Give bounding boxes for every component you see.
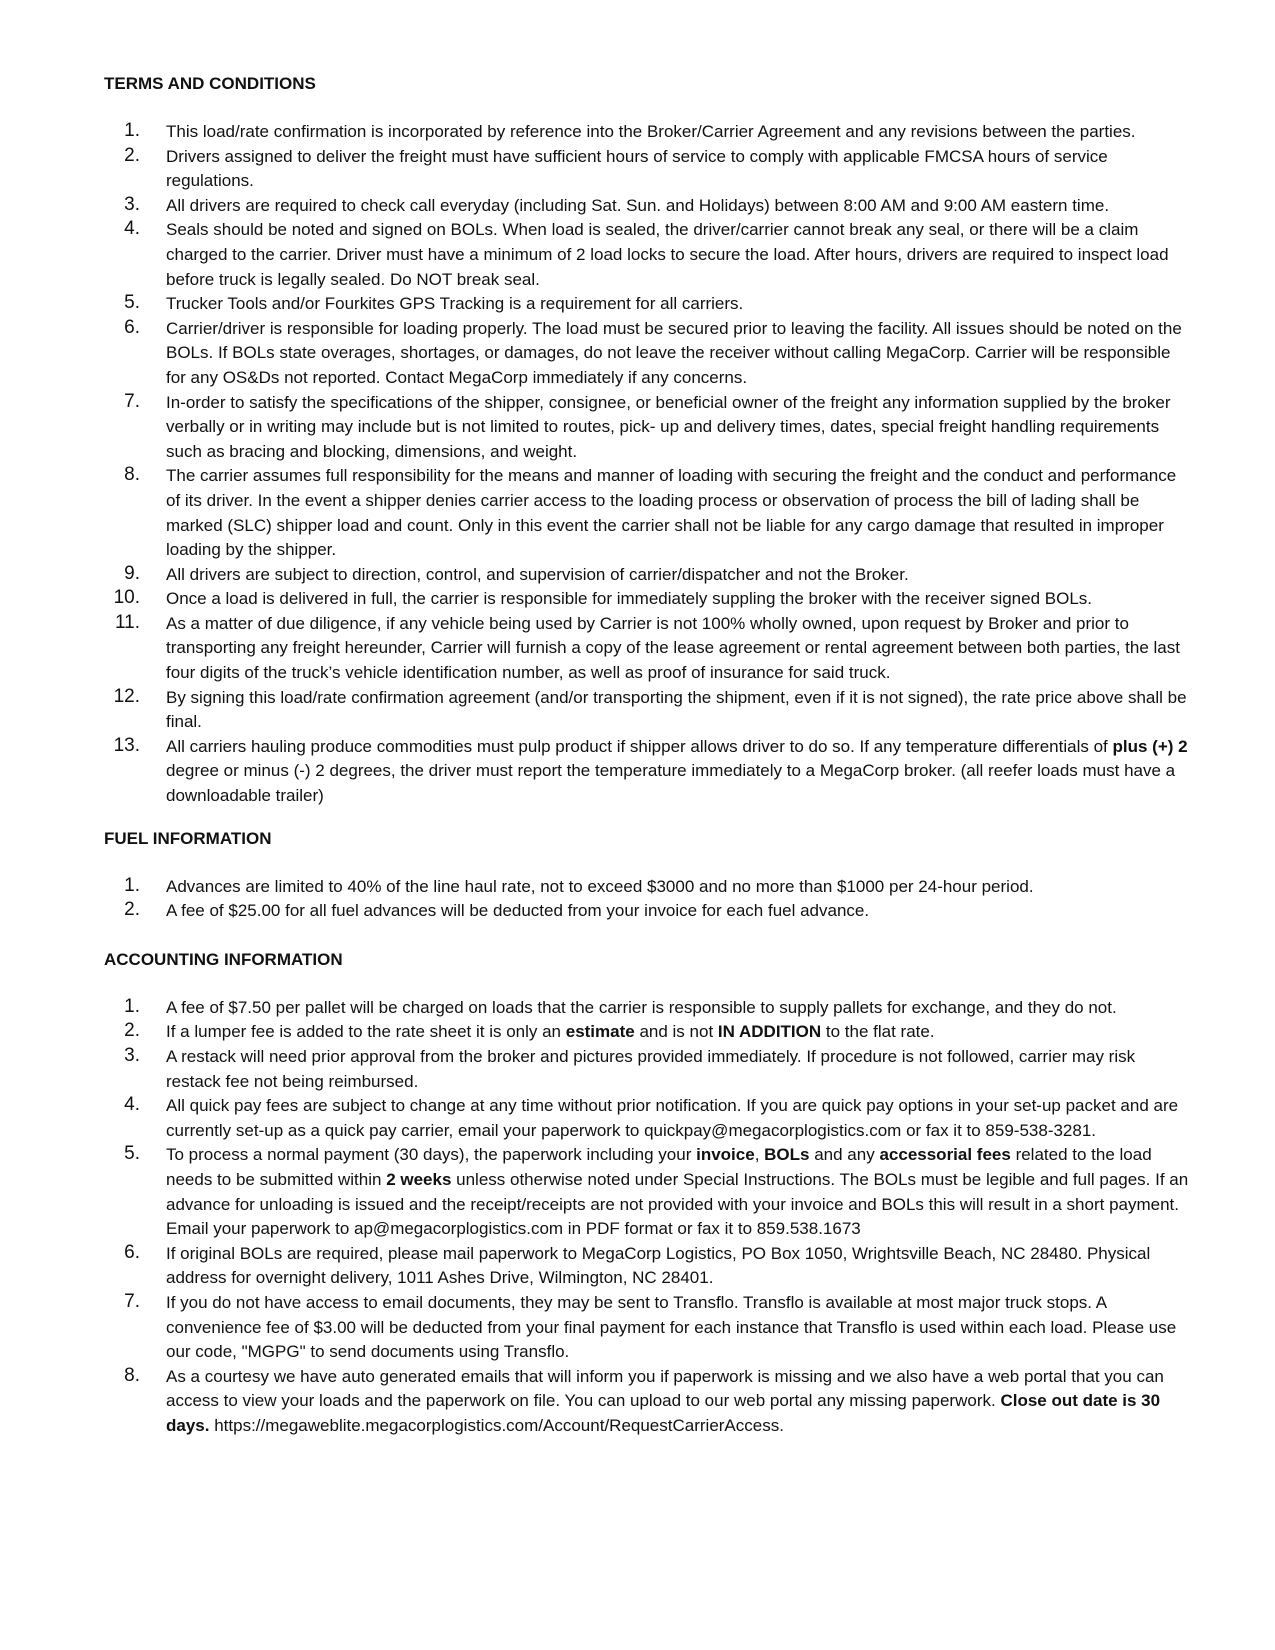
item-text: In-order to satisfy the specifications of the shipper, consignee, or beneficial owner of the freight any information supplied by the broker verbally or in writing may include but is not limited to routes, pick- up and delivery times, dates, special freight handling requirements such as bracing and blocking, dimensions, and weight. — [166, 392, 1171, 461]
accounting-heading: ACCOUNTING INFORMATION — [104, 949, 343, 969]
list-item — [104, 194, 1189, 219]
item-number: 11. — [114, 611, 140, 633]
item-number: 8. — [124, 1364, 140, 1386]
accounting-list — [104, 996, 1189, 1439]
item-text: If you do not have access to email documents, they may be sent to Transflo. Transflo is available at most major truck stops. A convenience fee of $3.00 will be deducted from your final payment for each instance that Transflo is used within each load. Please use our code, "MGPG" to send documents using Transflo. — [166, 1292, 1177, 1362]
terms-section — [104, 72, 1275, 809]
list-item — [104, 1143, 1189, 1241]
list-item — [104, 218, 1189, 292]
item-text-part: related to the load needs to be submitted within — [166, 1145, 1152, 1189]
item-text: A fee of $7.50 per pallet will be charged on loads that the carrier is responsible to supply pallets for exchange, and they do not. — [166, 997, 1117, 1017]
item-text-part: and is not — [634, 1022, 718, 1042]
item-number: 5. — [124, 1143, 140, 1165]
item-number: 1. — [124, 874, 140, 896]
list-item — [104, 292, 1189, 317]
item-text-part: degree or minus (-) 2 degrees, the driver must report the temperature immediately to a MegaCorp broker. (all reefer loads must have a downloadable trailer) — [166, 761, 1176, 806]
item-text: All drivers are required to check call everyday (including Sat. Sun. and Holidays) between 8:00 AM and 9:00 AM eastern time. — [166, 195, 1110, 215]
item-text-part: , — [754, 1145, 765, 1165]
item-number: 7. — [124, 390, 140, 412]
item-text: The carrier assumes full responsibility for the means and manner of loading with securing the freight and the conduct and performance of its driver. In the event a shipper denies carrier access to the loading process or observation of process the bill of lading shall be marked (SLC) shipper load and count. Only in this event the carrier shall not be liable for any cargo damage that resulted in improper loading by the shipper. — [166, 466, 1177, 560]
item-text-bold: 2 weeks — [386, 1169, 452, 1189]
accounting-section — [104, 948, 1275, 1439]
terms-heading: TERMS AND CONDITIONS — [104, 74, 316, 93]
item-text-part: If a lumper fee is added to the rate sheet it is only an — [166, 1022, 566, 1042]
item-text — [166, 1020, 1189, 1045]
item-text: Advances are limited to 40% of the line haul rate, not to exceed $3000 and no more than $1000 per 24-hour period. — [166, 876, 1034, 896]
item-number: 3. — [124, 1045, 140, 1066]
item-text: If original BOLs are required, please mail paperwork to MegaCorp Logistics, PO Box 1050, Wrightsville Beach, NC 28480. Physical address for overnight delivery, 1011 Ashes Drive, Wilmington, NC 28401. — [166, 1243, 1151, 1288]
item-text-part: As a courtesy we have auto generated emails that will inform you if paperwork is missing and we also have a web portal that you can access to view your loads and the paperwork on file. You can upload to our web portal any missing paperwork. — [166, 1366, 1164, 1411]
terms-list — [104, 120, 1189, 809]
list-item — [104, 317, 1189, 391]
list-item — [104, 612, 1189, 686]
list-item — [104, 1045, 1189, 1094]
fuel-list — [104, 875, 1189, 924]
item-text-bold: BOLs — [764, 1145, 810, 1165]
item-text-part: and any — [809, 1145, 880, 1165]
item-text: A restack will need prior approval from the broker and pictures provided immediately. If procedure is not followed, carrier may risk restack fee not being reimbursed. — [166, 1047, 1136, 1091]
item-text: Trucker Tools and/or Fourkites GPS Tracking is a requirement for all carriers. — [166, 294, 744, 314]
item-number: 9. — [124, 562, 140, 584]
item-text-bold: invoice — [696, 1145, 755, 1165]
item-text-part: https://megaweblite.megacorplogistics.com/Account/RequestCarrierAccess. — [209, 1415, 784, 1435]
item-number: 3. — [124, 193, 140, 215]
item-number: 4. — [124, 1094, 140, 1116]
item-text — [166, 735, 1189, 809]
item-number: 6. — [124, 316, 140, 338]
list-item — [104, 735, 1189, 809]
item-text: Drivers assigned to deliver the freight must have sufficient hours of service to comply with applicable FMCSA hours of service regulations. — [166, 146, 1108, 191]
list-item — [104, 686, 1189, 735]
list-item — [104, 145, 1189, 194]
item-number: 2. — [124, 899, 140, 921]
item-number: 2. — [124, 144, 140, 166]
item-text-part: to the flat rate. — [821, 1022, 935, 1042]
item-text: A fee of $25.00 for all fuel advances will be deducted from your invoice for each fuel advance. — [166, 901, 870, 921]
item-number: 6. — [124, 1241, 140, 1263]
item-text: Carrier/driver is responsible for loading properly. The load must be secured prior to leaving the facility. All issues should be noted on the BOLs. If BOLs state overages, shortages, or damages, do not leave the receiver without calling MegaCorp. Carrier will be responsible for any OS&Ds not reported. Contact MegaCorp immediately if any concerns. — [166, 318, 1182, 387]
item-number: 12. — [113, 685, 140, 707]
item-text-bold: Close out date is 30 days. — [166, 1391, 1161, 1435]
list-item — [104, 875, 1189, 900]
list-item — [104, 1020, 1189, 1045]
fuel-section — [104, 827, 1275, 924]
item-text-bold: plus (+) 2 — [1112, 736, 1188, 756]
list-item — [104, 391, 1189, 465]
list-item — [104, 1094, 1189, 1143]
item-number: 1. — [124, 995, 140, 1017]
list-item — [104, 1242, 1189, 1291]
list-item — [104, 587, 1189, 612]
item-text — [166, 1365, 1189, 1439]
item-text: Once a load is delivered in full, the carrier is responsible for immediately suppling the broker with the receiver signed BOLs. — [166, 589, 1093, 609]
list-item — [104, 1291, 1189, 1365]
item-text: All quick pay fees are subject to change at any time without prior notification. If you are quick pay options in your set-up packet and are currently set-up as a quick pay carrier, email your paperwork to quickpay@megacorplogistics.com or fax it to 859-538-3281. — [166, 1096, 1179, 1140]
item-text: As a matter of due diligence, if any vehicle being used by Carrier is not 100% wholly owned, upon request by Broker and prior to transporting any freight hereunder, Carrier will furnish a copy of the lease agreement or rental agreement between both parties, the last four digits of the truck’s vehicle identification number, as well as proof of insurance for said truck. — [166, 613, 1180, 683]
item-number: 7. — [124, 1290, 140, 1312]
list-item — [104, 899, 1189, 924]
item-text-bold: estimate — [565, 1022, 635, 1042]
item-text: Seals should be noted and signed on BOLs. When load is sealed, the driver/carrier cannot break any seal, or there will be a claim charged to the carrier. Driver must have a minimum of 2 load locks to secure the load. After hours, drivers are required to inspect load before truck is legally sealed. Do NOT break seal. — [166, 220, 1169, 289]
item-number: 5. — [124, 292, 140, 314]
item-number: 1. — [124, 120, 140, 141]
item-text-part: To process a normal payment (30 days), the paperwork including your — [166, 1145, 697, 1165]
list-item — [104, 464, 1189, 562]
item-number: 13. — [113, 734, 140, 756]
item-text — [166, 1143, 1189, 1241]
item-text-part: unless otherwise noted under Special Instructions. The BOLs must be legible and full pages. If an advance for unloading is issued and the receipt/receipts are not provided with your invoice and BOLs this will result in a short payment. Email your paperwork to ap@megacorplogistics.com in PDF format or fax it to 859.538.1673 — [166, 1169, 1189, 1239]
item-number: 10. — [113, 587, 140, 609]
item-text-part: All carriers hauling produce commodities must pulp product if shipper allows driver to do so. If any temperature differentials of — [166, 736, 1113, 756]
fuel-heading: FUEL INFORMATION — [104, 828, 272, 848]
item-text-bold: accessorial fees — [879, 1145, 1011, 1165]
item-number: 8. — [124, 464, 140, 486]
item-text: This load/rate confirmation is incorporated by reference into the Broker/Carrier Agreement and any revisions between the parties. — [166, 122, 1136, 141]
list-item — [104, 996, 1189, 1021]
item-number: 4. — [124, 218, 140, 240]
item-text-bold: IN ADDITION — [717, 1022, 822, 1042]
list-item — [104, 1365, 1189, 1439]
item-number: 2. — [124, 1020, 140, 1042]
item-text: By signing this load/rate confirmation agreement (and/or transporting the shipment, even if it is not signed), the rate price above shall be final. — [166, 687, 1187, 732]
list-item — [104, 120, 1189, 145]
item-text: All drivers are subject to direction, control, and supervision of carrier/dispatcher and not the Broker. — [166, 564, 909, 584]
list-item — [104, 563, 1189, 588]
